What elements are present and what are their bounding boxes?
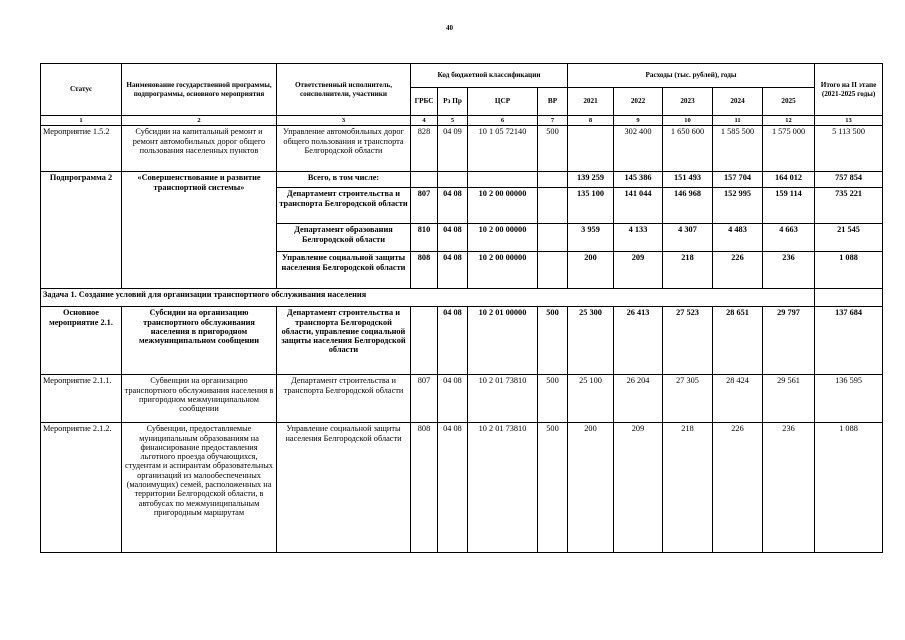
row-2025: 29 561 (763, 375, 815, 423)
subprogram-executor: Всего, в том числе: (277, 172, 411, 188)
header-csr: ЦСР (468, 88, 538, 116)
column-number: 10 (663, 116, 713, 126)
row-2023: 218 (663, 252, 713, 289)
row-vr: 500 (538, 307, 568, 375)
row-total: 21 545 (815, 224, 883, 252)
row-grbs: 810 (411, 224, 438, 252)
row-2025: 236 (763, 423, 815, 553)
column-number: 13 (815, 116, 883, 126)
row-total: 735 221 (815, 188, 883, 224)
row-rzpr: 04 08 (438, 423, 468, 553)
row-2021: 3 959 (568, 224, 614, 252)
row-2023: 146 968 (663, 188, 713, 224)
budget-table (40, 63, 883, 553)
row-2021: 25 100 (568, 375, 614, 423)
row-2023: 1 650 600 (663, 126, 713, 172)
row-csr: 10 2 00 00000 (468, 188, 538, 224)
page-number: 40 (446, 24, 453, 32)
row-2024: 4 483 (713, 224, 763, 252)
row-vr: 500 (538, 375, 568, 423)
row-csr (468, 172, 538, 188)
row-grbs: 808 (411, 423, 438, 553)
table-row (41, 172, 883, 188)
task-title: Задача 1. Создание условий для организации транспортного обслуживания населения (41, 289, 815, 307)
header-year-2023: 2023 (663, 88, 713, 116)
row-rzpr: 04 08 (438, 224, 468, 252)
row-2022: 209 (614, 252, 663, 289)
column-number: 6 (468, 116, 538, 126)
header-rzpr: Рз Пр (438, 88, 468, 116)
row-vr (538, 252, 568, 289)
row-rzpr: 04 08 (438, 375, 468, 423)
subprogram-name: «Совершенствование и развитие транспортной системы» (122, 172, 277, 289)
row-2022: 302 400 (614, 126, 663, 172)
row-2023: 218 (663, 423, 713, 553)
row-executor: Департамент строительства и транспорта Белгородской области (277, 375, 411, 423)
row-2024: 28 424 (713, 375, 763, 423)
row-csr: 10 2 00 00000 (468, 252, 538, 289)
header-total: Итого на II этапе (2021-2025 годы) (815, 64, 883, 116)
header-year-2021: 2021 (568, 88, 614, 116)
row-rzpr: 04 08 (438, 307, 468, 375)
row-2021: 200 (568, 423, 614, 553)
row-2022: 145 386 (614, 172, 663, 188)
column-number: 1 (41, 116, 122, 126)
row-grbs (411, 307, 438, 375)
subprogram-executor: Управление социальной защиты населения Белгородской области (277, 252, 411, 289)
row-total: 757 854 (815, 172, 883, 188)
row-grbs: 807 (411, 188, 438, 224)
subprogram-status: Подпрограмма 2 (41, 172, 122, 289)
row-name: Субсидии на организацию транспортного обслуживания населения в пригородном межмуниципальном сообщении (122, 307, 277, 375)
header-executor: Ответственный исполнитель, соисполнители, участники (277, 64, 411, 116)
row-2025: 4 663 (763, 224, 815, 252)
column-number: 8 (568, 116, 614, 126)
column-number: 7 (538, 116, 568, 126)
row-2022: 26 413 (614, 307, 663, 375)
row-2024: 28 651 (713, 307, 763, 375)
row-status: Мероприятие 2.1.1. (41, 375, 122, 423)
column-number: 3 (277, 116, 411, 126)
row-2022: 141 044 (614, 188, 663, 224)
row-grbs: 807 (411, 375, 438, 423)
row-2023: 4 307 (663, 224, 713, 252)
row-grbs: 828 (411, 126, 438, 172)
row-2024: 152 995 (713, 188, 763, 224)
row-2023: 27 305 (663, 375, 713, 423)
column-number: 2 (122, 116, 277, 126)
row-grbs: 808 (411, 252, 438, 289)
row-2023: 151 493 (663, 172, 713, 188)
row-vr (538, 188, 568, 224)
column-number: 5 (438, 116, 468, 126)
column-number: 4 (411, 116, 438, 126)
row-name: Субсидии на капитальный ремонт и ремонт автомобильных дорог общего пользования населенных пунктов (122, 126, 277, 172)
row-2021: 200 (568, 252, 614, 289)
row-vr (538, 172, 568, 188)
row-rzpr: 04 08 (438, 188, 468, 224)
header-name: Наименование государственной программы, подпрограммы, основного мероприятия (122, 64, 277, 116)
row-2022: 26 204 (614, 375, 663, 423)
row-vr: 500 (538, 423, 568, 553)
column-number-row (41, 116, 883, 126)
row-status: Основное мероприятие 2.1. (41, 307, 122, 375)
row-csr: 10 2 01 00000 (468, 307, 538, 375)
table-row (41, 307, 883, 375)
header-year-2022: 2022 (614, 88, 663, 116)
row-vr (538, 224, 568, 252)
header-expenses: Расходы (тыс. рублей), годы (568, 64, 815, 88)
row-2021: 25 300 (568, 307, 614, 375)
table-row (41, 126, 883, 172)
header-vr: ВР (538, 88, 568, 116)
row-status: Мероприятие 2.1.2. (41, 423, 122, 553)
header-budget-code: Код бюджетной классификации (411, 64, 568, 88)
row-total: 136 595 (815, 375, 883, 423)
row-total: 5 113 500 (815, 126, 883, 172)
row-2021 (568, 126, 614, 172)
row-csr: 10 2 01 73810 (468, 423, 538, 553)
row-csr: 10 2 01 73810 (468, 375, 538, 423)
header-status: Статус (41, 64, 122, 116)
row-2025: 159 114 (763, 188, 815, 224)
row-total: 137 684 (815, 307, 883, 375)
table-row (41, 423, 883, 553)
row-2025: 164 012 (763, 172, 815, 188)
row-status: Мероприятие 1.5.2 (41, 126, 122, 172)
row-rzpr (438, 172, 468, 188)
subprogram-executor: Департамент строительства и транспорта Белгородской области (277, 188, 411, 224)
row-2024: 157 704 (713, 172, 763, 188)
row-executor: Управление социальной защиты населения Белгородской области (277, 423, 411, 553)
row-name: Субвенции на организацию транспортного обслуживания населения в пригородном межмуниципальном сообщении (122, 375, 277, 423)
row-executor: Управление автомобильных дорог общего пользования и транспорта Белгородской области (277, 126, 411, 172)
task-row (41, 289, 883, 307)
row-2024: 226 (713, 252, 763, 289)
row-2022: 209 (614, 423, 663, 553)
row-grbs (411, 172, 438, 188)
row-rzpr: 04 08 (438, 252, 468, 289)
table-row (41, 375, 883, 423)
row-csr: 10 1 05 72140 (468, 126, 538, 172)
row-total: 1 088 (815, 252, 883, 289)
row-name: Субвенции, предоставляемые муниципальным образованиям на финансирование предоставления льготного проезда обучающихся, студентам и аспирантам образовательных организаций из малообеспеченных (малоимущих) семей, расположенных на территории Белгородской области, в автобусах по межмуниципальным пригородным маршрутам (122, 423, 277, 553)
header-grbs: ГРБС (411, 88, 438, 116)
row-2024: 1 585 500 (713, 126, 763, 172)
row-2025: 236 (763, 252, 815, 289)
row-total: 1 088 (815, 423, 883, 553)
row-vr: 500 (538, 126, 568, 172)
row-2022: 4 133 (614, 224, 663, 252)
row-2025: 1 575 000 (763, 126, 815, 172)
row-2021: 139 259 (568, 172, 614, 188)
header-year-2025: 2025 (763, 88, 815, 116)
row-2025: 29 797 (763, 307, 815, 375)
task-empty-cell (815, 289, 883, 307)
row-rzpr: 04 09 (438, 126, 468, 172)
row-2024: 226 (713, 423, 763, 553)
row-2021: 135 100 (568, 188, 614, 224)
header-year-2024: 2024 (713, 88, 763, 116)
column-number: 9 (614, 116, 663, 126)
row-executor: Департамент строительства и транспорта Белгородской области, управление социальной защиты населения Белгородской области (277, 307, 411, 375)
column-number: 11 (713, 116, 763, 126)
subprogram-executor: Департамент образования Белгородской области (277, 224, 411, 252)
row-csr: 10 2 00 00000 (468, 224, 538, 252)
row-2023: 27 523 (663, 307, 713, 375)
column-number: 12 (763, 116, 815, 126)
